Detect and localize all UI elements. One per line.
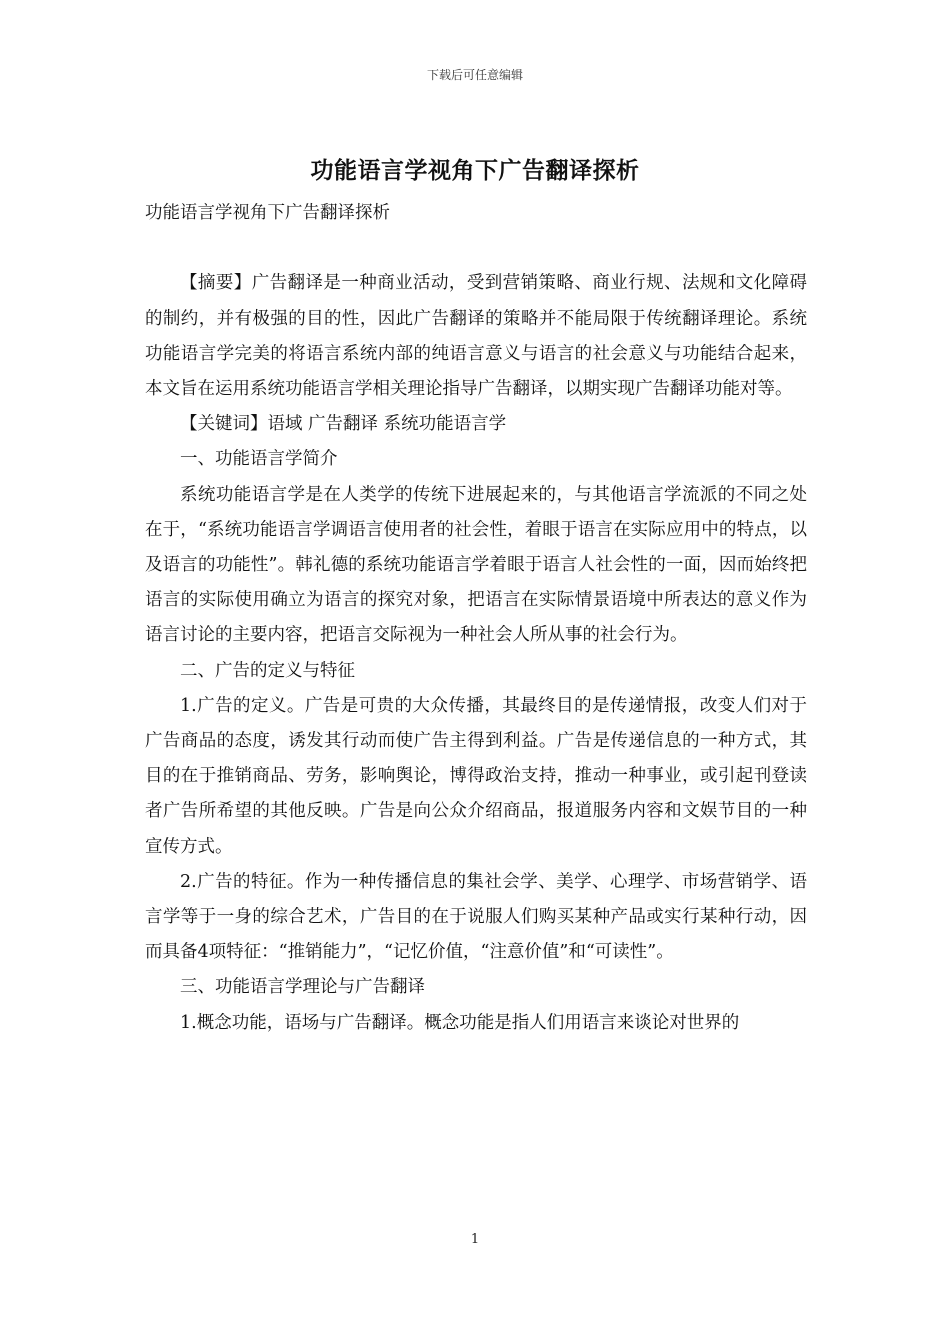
section-heading-1: 一、功能语言学简介 — [180, 449, 338, 470]
section-heading-3: 三、功能语言学理论与广告翻译 — [180, 977, 425, 998]
section-heading-2: 二、广告的定义与特征 — [180, 660, 355, 681]
document-body — [145, 196, 807, 1041]
page-number: 1 — [470, 1232, 480, 1247]
ad-definition-paragraph: 1.广告的定义。广告是可贵的大众传播，其最终目的是传递情报，改变人们对于广告商品的态度，诱发其行动而使广告主得到利益。广告是传递信息的一种方式，其目的在于推销商品、劳务，影响舆论，博得政治支持，推动一种事业，或引起刊登读者广告所希望的其他反映。广告是向公众介绍商品，报道服务内容和文娱节目的一种宣传方式。 — [145, 695, 807, 857]
page-header: 下载后可任意编辑 — [426, 68, 523, 82]
ad-features-paragraph: 2.广告的特征。作为一种传播信息的集社会学、美学、心理学、市场营销学、语言学等于一身的综合艺术，广告目的在于说服人们购买某种产品或实行某种行动，因而具备4项特征：“推销能力”，“记忆价值，“注意价值”和“可读性”。 — [145, 871, 807, 963]
ideational-function-paragraph: 1.概念功能，语场与广告翻译。概念功能是指人们用语言来谈论对世界的 — [180, 1012, 740, 1033]
document-title: 功能语言学视角下广告翻译探析 — [310, 157, 640, 184]
keywords-paragraph: 【关键词】语域 广告翻译 系统功能语言学 — [180, 414, 507, 435]
document-subtitle: 功能语言学视角下广告翻译探析 — [145, 203, 390, 223]
section-1-paragraph: 系统功能语言学是在人类学的传统下进展起来的，与其他语言学流派的不同之处在于，“系统功能语言学调语言使用者的社会性，着眼于语言在实际应用中的特点，以及语言的功能性”。韩礼德的系统功能语言学着眼于语言人社会性的一面，因而始终把语言的实际使用确立为语言的探究对象，把语言在实际情景语境中所表达的意义作为语言讨论的主要内容，把语言交际视为一种社会人所从事的社会行为。 — [145, 484, 807, 646]
abstract-paragraph: 【摘要】广告翻译是一种商业活动，受到营销策略、商业行规、法规和文化障碍的制约，并有极强的目的性，因此广告翻译的策略并不能局限于传统翻译理论。系统功能语言学完美的将语言系统内部的纯语言意义与语言的社会意义与功能结合起来，本文旨在运用系统功能语言学相关理论指导广告翻译，以期实现广告翻译功能对等。 — [145, 273, 807, 399]
